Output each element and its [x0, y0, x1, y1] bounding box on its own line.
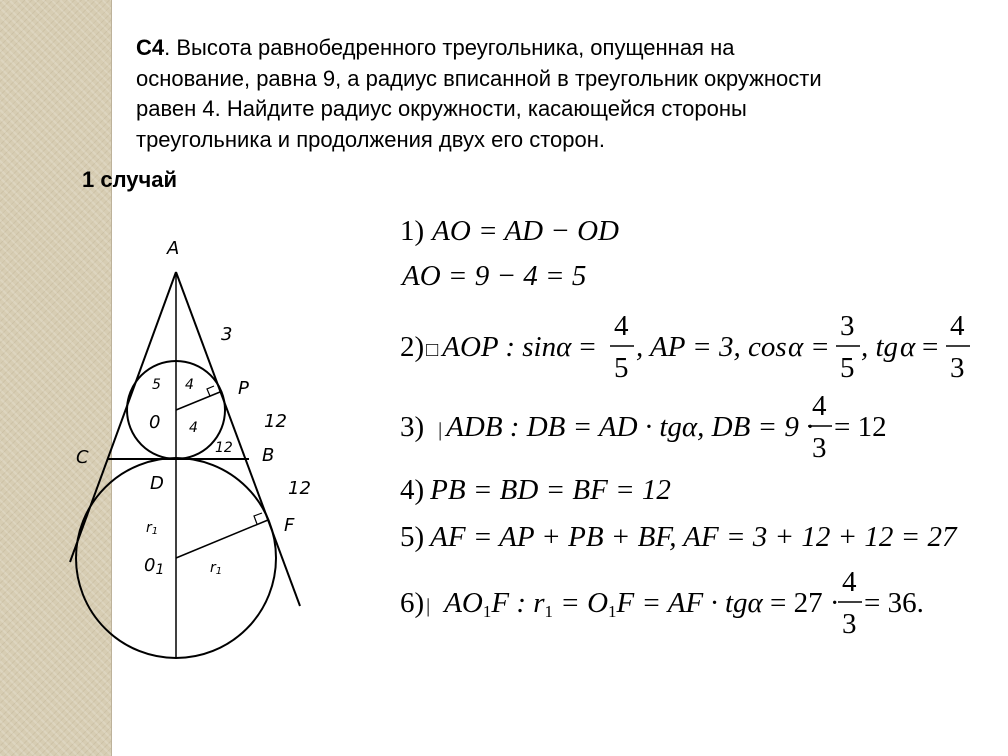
step-6-sub1: 1	[482, 602, 492, 621]
step-2-mid: , AP = 3, cos	[636, 331, 787, 363]
step-2-alpha: α	[556, 331, 572, 363]
step-1-number: 1)	[400, 215, 425, 247]
problem-line-3: равен 4. Найдите радиус окружности, касающейся стороны	[136, 96, 747, 121]
step-3-post: = 12	[834, 411, 887, 443]
step-2-alpha2: α	[788, 331, 804, 363]
step-3-alpha: α	[681, 411, 698, 443]
step-2-frac3-den: 3	[950, 352, 965, 384]
measure-op: 4	[189, 420, 198, 436]
step-1-line-2: AO = 9 − 4 = 5	[402, 260, 587, 292]
point-label-o1	[144, 555, 164, 578]
step-3-triangle-symbol: |	[438, 419, 443, 441]
point-label-d: D	[150, 473, 164, 494]
step-2-text	[400, 331, 596, 363]
measure-bf: 12	[288, 478, 311, 499]
r1-letter-a: r	[146, 520, 152, 536]
step-6-sub3: 1	[608, 602, 617, 621]
step-4-number: 4)	[400, 474, 425, 506]
step-6-text	[400, 587, 840, 621]
r1-sub-a: 1	[151, 526, 159, 537]
point-label-f: F	[284, 515, 295, 536]
measure-ao: 5	[152, 377, 161, 393]
step-6-mid1: F : r	[491, 587, 545, 619]
step-6-post: = 36.	[864, 587, 924, 619]
r1-letter-b: r	[210, 560, 216, 576]
point-label-c: C	[76, 447, 89, 468]
step-3-frac-num: 4	[812, 390, 827, 422]
step-6-frac-den: 3	[842, 608, 857, 640]
step-2-alpha3: α	[900, 331, 916, 363]
step-2-frac2-den: 5	[840, 352, 855, 384]
case-label: 1 случай	[82, 167, 178, 192]
measure-pb: 12	[264, 411, 287, 432]
step-6-frac-num: 4	[842, 566, 857, 598]
point-label-o: 0	[149, 412, 161, 433]
step-3-frac-den: 3	[812, 432, 827, 464]
step-2-eq: =	[579, 331, 596, 363]
step-6-mid3: F = AF · tg	[616, 587, 748, 619]
step-1-line-1	[400, 215, 619, 247]
step-5-number: 5)	[400, 521, 425, 553]
step-4-text	[400, 474, 671, 506]
step-2-frac3-num: 4	[950, 310, 965, 342]
step-6-triangle-symbol: |	[426, 595, 431, 617]
step-2-mid2: , tg	[861, 331, 899, 363]
radius-op	[176, 392, 220, 410]
step-2-eq3: =	[922, 331, 939, 363]
measure-ap: 3	[221, 324, 233, 345]
step-3-text	[400, 411, 813, 443]
step-5-text	[400, 521, 958, 553]
problem-number: С4	[136, 35, 165, 60]
step-6-mid2: = O	[553, 587, 609, 619]
point-label-p: P	[238, 378, 249, 399]
step-6-sub2: 1	[544, 602, 554, 621]
side-ab-extended	[176, 272, 300, 606]
step-6-mid4: = 27 ·	[762, 587, 840, 619]
step-2-number: 2)	[400, 331, 425, 363]
step-2-frac2-num: 3	[840, 310, 855, 342]
measure-r1-radius	[210, 560, 222, 577]
step-2-pre: AOP : sin	[442, 331, 557, 363]
step-2-eq2: =	[812, 331, 829, 363]
problem-line-2: основание, равна 9, а радиус вписанной в треугольник окружности	[136, 65, 822, 91]
step-1-expr: AO = AD − OD	[432, 215, 619, 247]
step-2-frac1-den: 5	[614, 352, 629, 384]
step-3-pre: ADB : DB = AD · tg	[446, 411, 682, 443]
measure-db: 12	[215, 440, 233, 456]
step-6-pre: AO	[444, 587, 483, 619]
step-3-number: 3)	[400, 411, 425, 443]
step-6-alpha: α	[747, 587, 763, 619]
point-label-o1-main: 0	[144, 555, 156, 576]
step-3-mid: , DB = 9 ·	[697, 411, 814, 443]
step-6-number: 6)	[400, 587, 425, 619]
step-5-expr: AF = AP + PB + BF, AF = 3 + 12 + 12 = 27	[430, 521, 957, 553]
measure-od-upper: 4	[185, 377, 194, 393]
problem-text-1: . Высота равнобедренного треугольника, опущенная на	[164, 35, 735, 60]
point-label-b: B	[262, 445, 275, 466]
point-label-o1-sub: 1	[155, 562, 165, 578]
r1-sub-b: 1	[215, 566, 223, 577]
problem-line-4: треугольника и продолжения двух его сторон.	[136, 126, 606, 152]
radius-o1f	[176, 520, 268, 558]
step-2-triangle-symbol: □	[426, 339, 439, 361]
step-4-expr: PB = BD = BF = 12	[430, 474, 671, 506]
point-label-a: A	[167, 238, 180, 259]
measure-r1-vertical	[146, 520, 158, 537]
step-2-frac1-num: 4	[614, 310, 629, 342]
